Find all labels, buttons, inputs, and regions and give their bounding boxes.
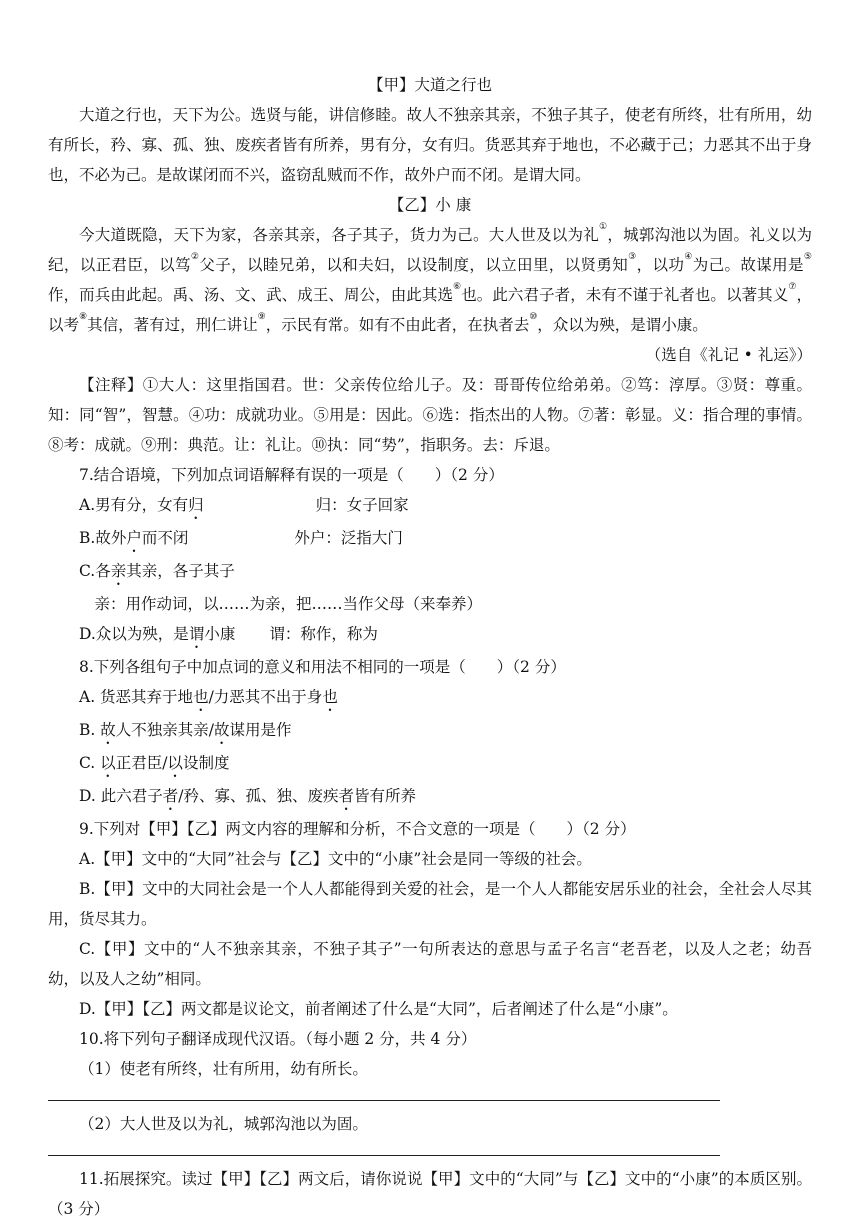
question-10-stem: 10.将下列句子翻译成现代汉语。（每小题 2 分，共 4 分） xyxy=(79,1030,477,1048)
question-9-option-b: B.【甲】文中的大同社会是一个人人都能得到关爱的社会，是一个人人都能安居乐业的社会，全社会人尽其用，货尽其力。 xyxy=(48,880,812,928)
question-10-sentence-1: （1）使老有所终，壮有所用，幼有所长。 xyxy=(79,1060,368,1078)
question-9-option-c: C.【甲】文中的“人不独亲其亲，不独子其子”一句所表达的意思与孟子名言“老吾老，以及人之老；幼吾幼，以及人之幼”相同。 xyxy=(48,940,812,988)
source-citation: （选自《礼记 • 礼运》） xyxy=(645,346,812,364)
question-9-stem: 9.下列对【甲】【乙】两文内容的理解和分析，不合文意的一项是（ ）（2 分） xyxy=(79,820,636,838)
question-8-option-c: C. 以正君臣/以设制度 xyxy=(79,754,230,772)
question-7-option-c: C.各亲其亲，各子其子 xyxy=(79,562,235,580)
question-10-sentence-2: （2）大人世及以为礼，城郭沟池以为固。 xyxy=(79,1115,368,1133)
answer-line-2[interactable] xyxy=(48,1139,720,1156)
question-7-option-a: A.男有分，女有归 归：女子回家 xyxy=(79,496,409,514)
question-7-option-c-explanation: 亲：用作动词，以……为亲，把……当作父母（来奉养） xyxy=(94,595,483,613)
yi-text: 今大道既隐，天下为家，各亲其亲，各子其子，货力为己。大人世及以为礼①，城郭沟池以为固。礼义以为纪，以正君臣，以笃②父子，以睦兄弟，以和夫妇，以设制度，以立田里，以贤勇知③，以功④为己。故谋用是⑤作，而兵由此起。禹、汤、文、武、成王、周公，由此其选⑥也。此六君子者，未有不谨于礼者也。以著其义⑦，以考⑧其信，著有过，刑仁讲让⑨，示民有常。如有不由此者，在执者去⑩，众以为殃，是谓小康。 xyxy=(48,222,812,334)
question-7-stem: 7.结合语境，下列加点词语解释有误的一项是（ ）（2 分） xyxy=(79,466,504,484)
yi-title: 【乙】小 康 xyxy=(388,196,472,214)
question-8-option-d: D. 此六君子者/矜、寡、孤、独、废疾者皆有所养 xyxy=(79,787,417,805)
question-8-stem: 8.下列各组句子中加点词的意义和用法不相同的一项是（ ）（2 分） xyxy=(79,658,566,676)
question-8-option-b: B. 故人不独亲其亲/故谋用是作 xyxy=(79,721,292,739)
question-11-stem: 11.拓展探究。读过【甲】【乙】两文后，请你说说【甲】文中的“大同”与【乙】文中的“小康”的本质区别。（3 分） xyxy=(48,1170,812,1218)
question-9-option-a: A.【甲】文中的“大同”社会与【乙】文中的“小康”社会是同一等级的社会。 xyxy=(79,850,592,868)
question-8-option-a: A. 货恶其弃于地也/力恶其不出于身也 xyxy=(79,688,338,706)
answer-line-1[interactable] xyxy=(48,1084,720,1101)
question-9-option-d: D.【甲】【乙】两文都是议论文，前者阐述了什么是“大同”，后者阐述了什么是“小康”。 xyxy=(79,1000,678,1018)
jia-title: 【甲】大道之行也 xyxy=(367,76,492,94)
question-7-option-b: B.故外户而不闭 外户：泛指大门 xyxy=(79,529,403,547)
jia-text: 大道之行也，天下为公。选贤与能，讲信修睦。故人不独亲其亲，不独子其子，使老有所终，壮有所用，幼有所长，矜、寡、孤、独、废疾者皆有所养，男有分，女有归。货恶其弃于地也，不必藏于己；力恶其不出于身也，不必为己。是故谋闭而不兴，盗窃乱贼而不作，故外户而不闭。是谓大同。 xyxy=(48,106,812,184)
annotation-notes: 【注释】①大人：这里指国君。世：父亲传位给儿子。及：哥哥传位给弟弟。②笃：淳厚。③贤：尊重。知：同“智”，智慧。④功：成就功业。⑤用是：因此。⑥选：指杰出的人物。⑦著：彰显。义：指合理的事情。⑧考：成就。⑨刑：典范。让：礼让。⑩执：同“势”，指职务。去：斥退。 xyxy=(48,376,812,454)
question-7-option-d: D.众以为殃，是谓小康 谓：称作，称为 xyxy=(79,625,378,643)
